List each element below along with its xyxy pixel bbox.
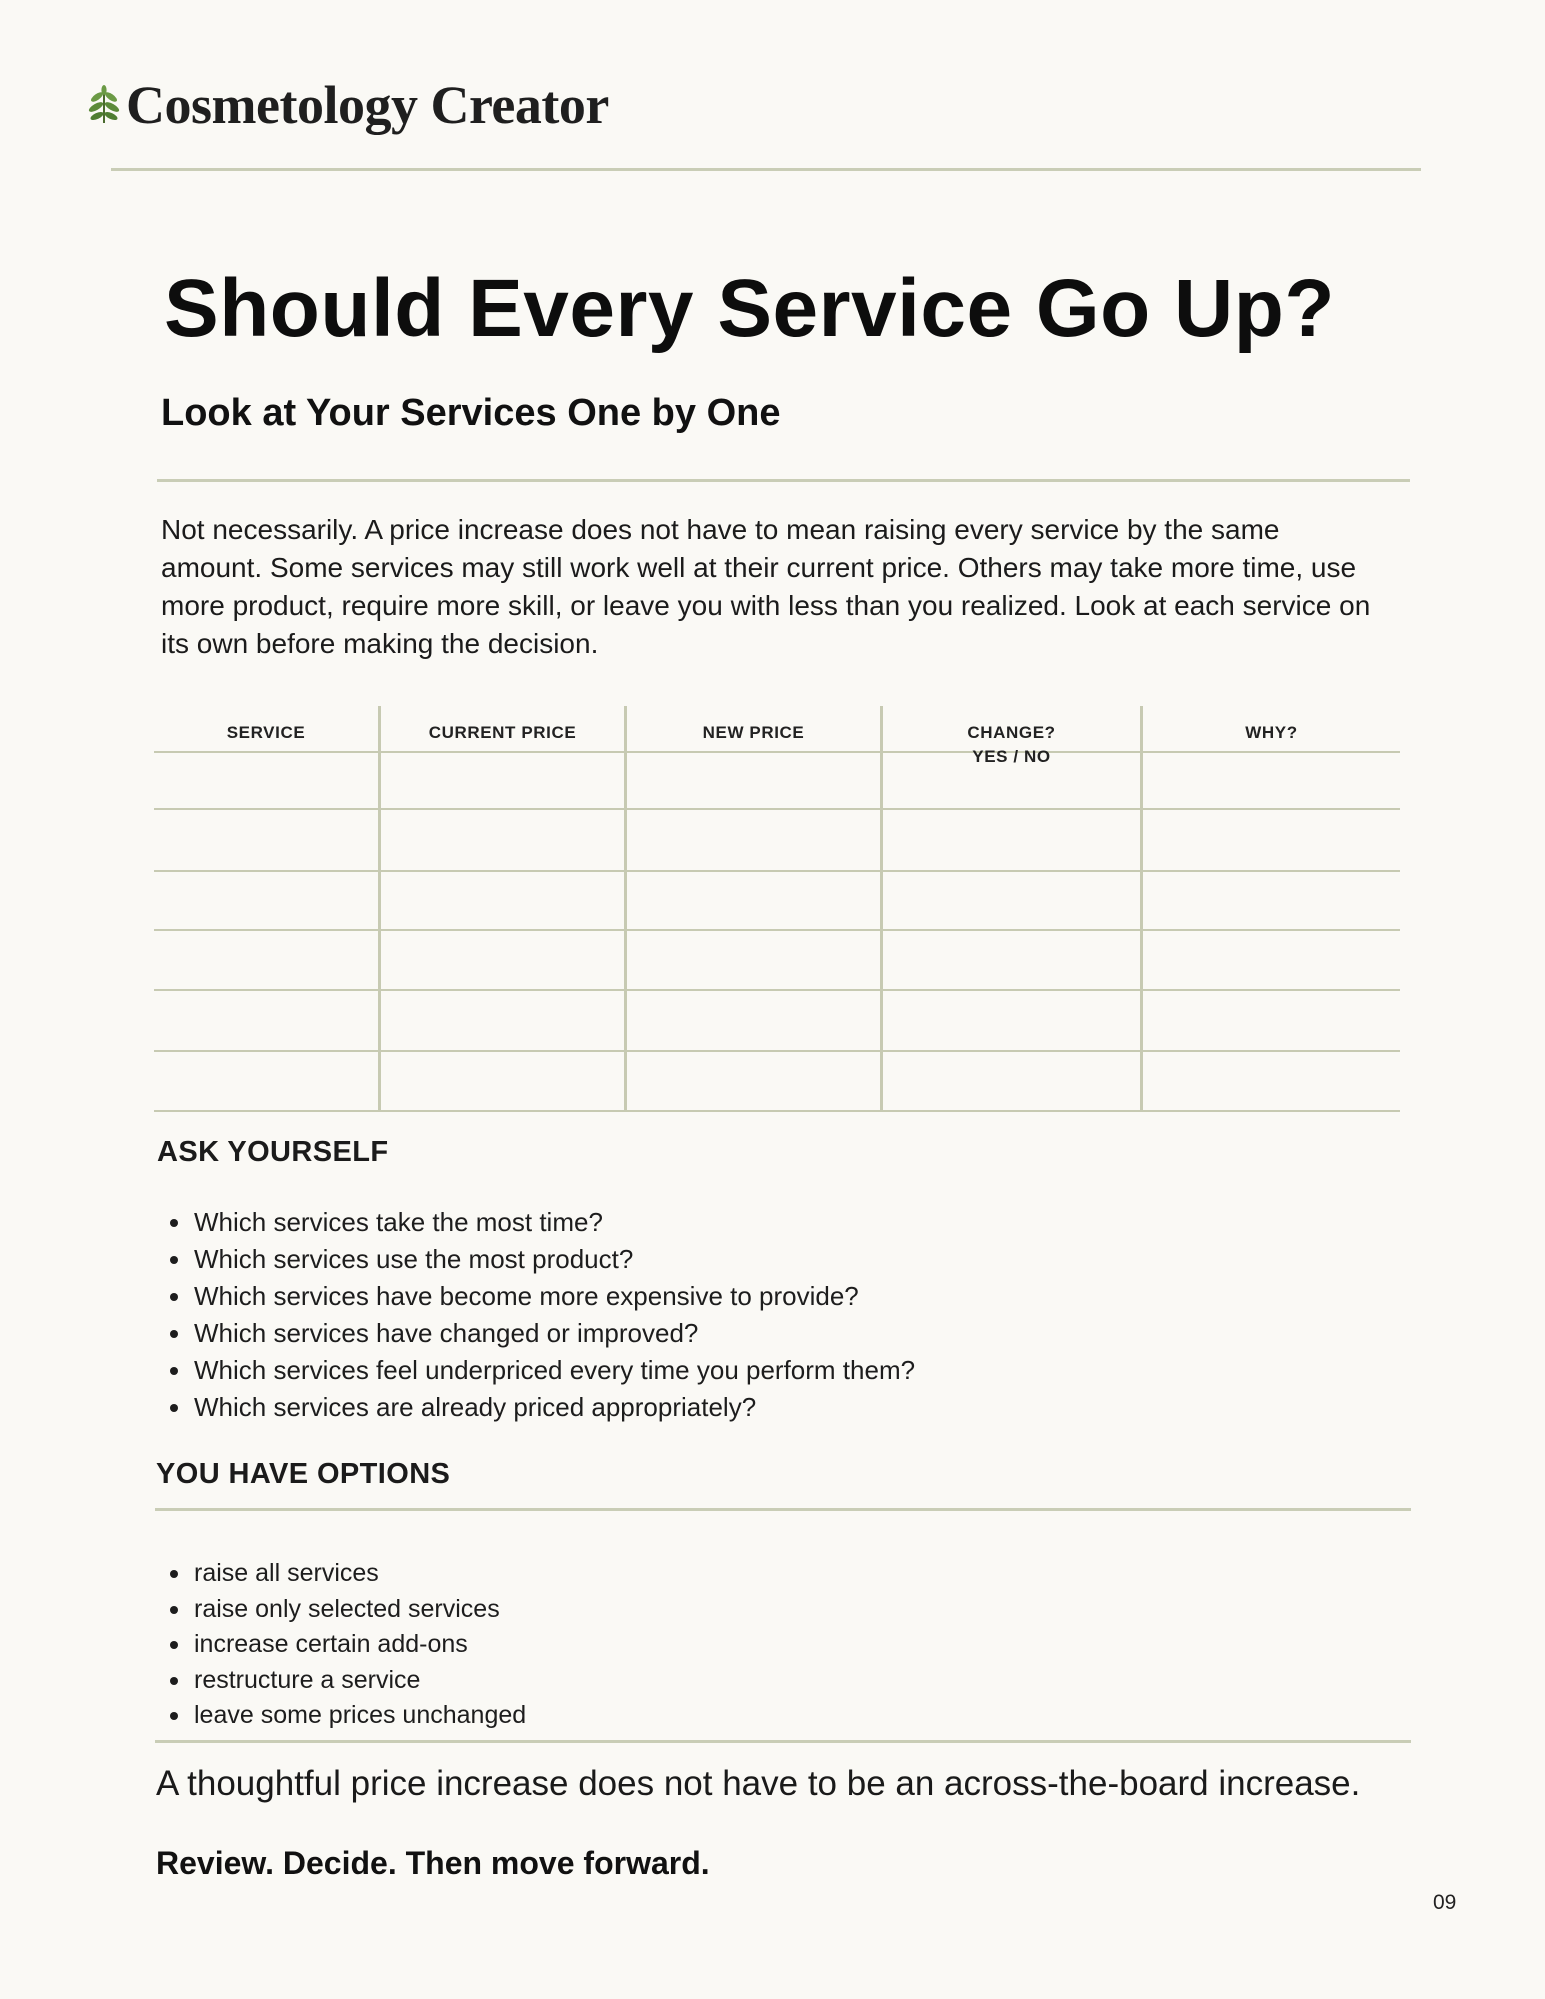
brand-name: Cosmetology Creator xyxy=(126,75,609,135)
service-pricing-table xyxy=(154,706,1400,1112)
table-row[interactable] xyxy=(154,931,1400,989)
column-header-new-price: NEW PRICE xyxy=(702,723,805,742)
brand-logo xyxy=(86,74,609,136)
options-list xyxy=(160,1556,526,1734)
table-row[interactable] xyxy=(154,1052,1400,1110)
column-header-service: SERVICE xyxy=(226,723,306,742)
leaf-sprig-icon xyxy=(86,85,122,125)
page-number: 09 xyxy=(1433,1891,1457,1914)
closing-divider xyxy=(155,1740,1411,1743)
list-item: Which services are already priced appropriately? xyxy=(160,1389,915,1426)
subtitle-divider xyxy=(157,479,1410,482)
header-divider xyxy=(111,168,1421,171)
page-title: Should Every Service Go Up? xyxy=(164,263,1335,354)
closing-emphasis: Review. Decide. Then move forward. xyxy=(156,1845,710,1881)
list-item: increase certain add-ons xyxy=(160,1627,526,1663)
list-item: restructure a service xyxy=(160,1663,526,1699)
table-row[interactable] xyxy=(154,991,1400,1050)
list-item: Which services feel underpriced every time you perform them? xyxy=(160,1352,915,1389)
closing-statement: A thoughtful price increase does not have to be an across-the-board increase. xyxy=(156,1764,1361,1803)
list-item: Which services have become more expensive to provide? xyxy=(160,1278,915,1315)
column-header-why: WHY? xyxy=(1245,723,1298,742)
list-item: Which services use the most product? xyxy=(160,1241,915,1278)
table-row[interactable] xyxy=(154,753,1400,808)
list-item: raise all services xyxy=(160,1556,526,1592)
options-divider xyxy=(155,1508,1411,1511)
list-item: Which services take the most time? xyxy=(160,1204,915,1241)
intro-paragraph: Not necessarily. A price increase does not have to mean raising every service by the same amount. Some services may still work well at their current price. Others may take more time, use more product, require more skill, or leave you with less than you realized. Look at each service on its own before making the decision. xyxy=(161,514,1371,659)
ask-yourself-list xyxy=(160,1204,915,1426)
table-row[interactable] xyxy=(154,810,1400,870)
list-item: leave some prices unchanged xyxy=(160,1698,526,1734)
table-row[interactable] xyxy=(154,872,1400,929)
column-header-change: CHANGE? YES / NO xyxy=(883,721,1140,769)
list-item: raise only selected services xyxy=(160,1592,526,1628)
column-header-current-price: CURRENT PRICE xyxy=(428,723,577,742)
list-item: Which services have changed or improved? xyxy=(160,1315,915,1352)
options-heading: YOU HAVE OPTIONS xyxy=(156,1458,451,1490)
table-rule xyxy=(154,1110,1400,1112)
column-header-change-options: YES / NO xyxy=(972,747,1051,766)
page-subtitle: Look at Your Services One by One xyxy=(161,392,781,434)
ask-yourself-heading: ASK YOURSELF xyxy=(157,1136,389,1168)
